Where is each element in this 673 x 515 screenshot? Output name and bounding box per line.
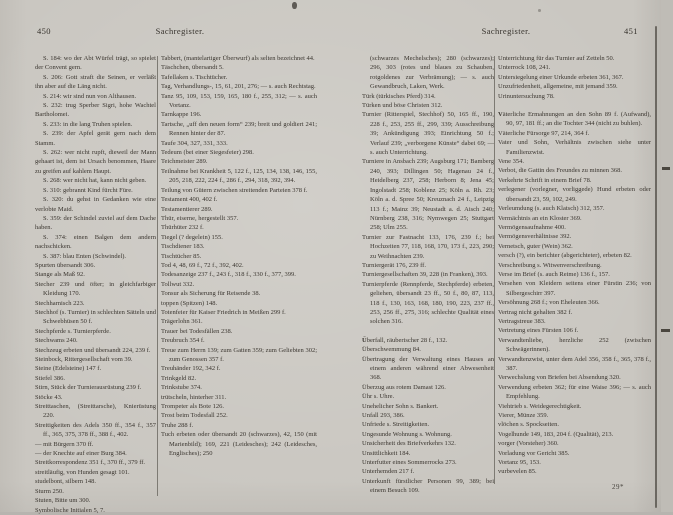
index-entry: Stechharnisch 223. xyxy=(35,299,85,307)
index-entry: Stange als Maß 92. xyxy=(35,271,85,279)
index-entry: Stirn, Stück der Turnierausrüstung 239 f. xyxy=(35,384,142,392)
index-entry: Turniere in Ansbach 239; Augsburg 171; Bamberg 240, 393; Dillingen 50; Hagenau 24 f., Heidelberg 237, 258; Herborn 8; Jena 45; Ingolstadt 258; Koblenz 25; Köln a. Rh. 23; Köln a. d. Spree 50; Kreuznach 24 f., Leipzig 113 f.; Mainz 39; Neustadt a. d. Aisch 240; Nürnberg 238, 316; Nymwegen 25; Stuttgart 258; Ulm 255. xyxy=(362,158,494,232)
running-title-right: Sachregister. xyxy=(481,26,531,36)
index-entry: vorger (Vorsteher) 360. xyxy=(498,440,559,448)
index-entry: Turniergerät 176, 239 ff. xyxy=(362,261,426,269)
index-entry: S. 206: Gott straft die Seinen, er verläßt ihn aber auf die Läng nicht. xyxy=(35,73,156,91)
index-entry: S. 359: der Schindel zuviel auf dem Dache haben. xyxy=(35,214,156,232)
index-entry: Tod 4, 48, 69 f., 72 f., 392, 402. xyxy=(161,261,244,269)
scan-artifact xyxy=(662,167,670,170)
index-entry: Vater und Sohn, Verhältnis zwischen siehe unter Familienzwist. xyxy=(498,139,651,156)
index-entry: versch (?), ein berichter (abgerichteter), erbeten 82. xyxy=(498,252,632,260)
index-entry: Stechwams 240. xyxy=(35,337,78,345)
index-entry: Treubruch 354 f. xyxy=(161,337,205,345)
index-entry: S. 239: der Apfel gerät gern nach dem Stamm. xyxy=(35,130,156,147)
index-entry: Teilung von Gütern zwischen streitenden Parteien 378 f. xyxy=(161,186,308,194)
index-entry: Streittaschen, (Streittarsche), Knierüstung 220. xyxy=(35,403,156,420)
index-entry: Trompeter als Bote 126. xyxy=(161,403,224,411)
index-entry: Verbot, die Gattin des Freundes zu minnen 368. xyxy=(498,167,623,175)
index-entry: Tanz 95, 109, 153, 159, 165, 180 f., 255, 312; — s. auch Vortanz. xyxy=(161,92,317,110)
index-entry: S. 310: gebrannt Kind fürcht Füre. xyxy=(43,186,133,194)
index-entry: Türk (türkisches Pferd) 314. xyxy=(362,92,436,100)
index-entry: Tabbert, (mantelartiger Überwurf) als selten bezeichnet 44. xyxy=(161,55,315,62)
index-entry: Verse im Brief (s. auch Reime) 136 f., 157. xyxy=(498,270,610,278)
index-entry: Vernetsch, guter (Wein) 362. xyxy=(498,242,573,250)
index-entry: Überzug aus rotem Damast 126. xyxy=(362,383,446,391)
scan-artifact xyxy=(538,9,541,12)
index-entry: Streitigkeiten des Adels 350 ff., 354 f., 357 ff., 365, 375, 378 ff., 388 f., 402. xyxy=(35,421,156,439)
index-entry: S. 387: blau Enten (Schwindel). xyxy=(43,252,127,260)
index-entry: Vertrag nicht gehalten 382 f. xyxy=(498,308,573,316)
index-entry: Vertretung eines Fürsten 106 f. xyxy=(498,327,579,335)
index-column-1 xyxy=(35,54,156,514)
index-entry: Taufe 304, 327, 331, 333. xyxy=(161,139,228,147)
index-entry: Verschreibung s. Witwenverschreibung. xyxy=(498,261,602,269)
index-entry: Untersiegelung einer Urkunde erbeten 361, 367. xyxy=(498,73,624,81)
index-entry: Unehelicher Sohn s. Bankert. xyxy=(362,402,439,410)
index-entry: S. 214: wir sind nun von Althausen. xyxy=(43,92,137,100)
index-entry: Vermögensverhältnisse 392. xyxy=(498,233,572,241)
index-entry: Unterfutter eines Sommerrocks 273. xyxy=(362,459,457,467)
index-entry: Streitkorrespondenz 351 f., 370 ff., 379 ff. xyxy=(35,459,146,467)
index-entry: streitläufig, von Hunden gesagt 101. xyxy=(35,468,130,476)
index-entry: Testament 400, 402 f. xyxy=(161,196,218,204)
index-entry: vlöchen s. Spockseiten. xyxy=(498,421,560,429)
index-column-2 xyxy=(161,54,317,506)
index-entry: Tollwut 332. xyxy=(161,280,195,288)
index-entry: Ühr s. Uhre. xyxy=(362,393,395,401)
index-entry: S. 262: wer nicht rupft, dieweil der Mann gehaart ist, dem ist Ursach benommen, Haare zu greifen auf kahlem Haupt. xyxy=(35,149,156,175)
running-title-left: Sachregister. xyxy=(155,26,205,36)
column-divider-left xyxy=(157,56,158,496)
index-entry: Stechpferde s. Turnierpferde. xyxy=(35,327,111,335)
index-entry: Unterkunft fürstlicher Personen 99, 389; bei einem Besuch 109. xyxy=(362,477,494,495)
scan-artifact xyxy=(292,2,297,9)
index-entry: Versöhnung 268 f.; von Eheleuten 366. xyxy=(498,299,600,307)
index-entry: Trinkstube 374. xyxy=(161,384,202,392)
index-entry: Viehtrieb s. Weidegerechtigkeit. xyxy=(498,402,582,410)
index-entry: Ungesunde Wohnung s. Wohnung. xyxy=(362,430,452,438)
index-entry: Tarnkappe 196. xyxy=(161,111,202,119)
index-entry: Tedeum (bei einer Siegesfeier) 298. xyxy=(161,149,254,157)
index-entry: Turnier (Ritterspiel, Stechhof) 50, 165 ff., 190, 228 f., 253, 255 ff., 299, 339; Ausschreibung 39; Ankündigung 393; Einrichtung 50 f.; Verlauf 239; „verborgene Künste“ dabei 69; — s. auch Unterrichtung. xyxy=(362,111,494,157)
index-entry: Thürhüter 232 f. xyxy=(161,224,204,232)
column-divider-right xyxy=(494,56,495,484)
index-entry: Trauer bei Todesfällen 238. xyxy=(161,327,233,335)
index-entry: S. 184: wo der Abt Würfel trägt, so spielet der Convent gern. xyxy=(35,55,156,72)
index-entry: Vortanz 95, 153. xyxy=(498,459,541,467)
index-entry: Unfall 293, 386. xyxy=(362,412,405,420)
index-entry: Überschwemmung 84. xyxy=(362,346,421,354)
index-entry: Tonsur als Sicherung für Reisende 38. xyxy=(161,290,261,298)
index-entry: verlegener (vorlegner, vorliggede) Hund erbeten oder übersandt 23, 59, 102, 249. xyxy=(498,186,651,203)
index-column-3 xyxy=(362,54,494,506)
index-entry: Verwandtenliebe, herzliche 252 (zwischen Schwägerinnen). xyxy=(498,336,651,354)
index-entry: Tartsche, „uff den neuen form“ 239; breit und goldiert 241; Rennen hinter der 87. xyxy=(161,120,317,138)
index-entry: Steinbock, Rittergesellschaft vom 39. xyxy=(35,356,133,363)
book-edge-line xyxy=(655,26,657,508)
book-edge-shade xyxy=(661,0,673,512)
index-entry: Treuhänder 192, 342 f. xyxy=(161,365,221,373)
index-entry: Teichmeister 289. xyxy=(161,158,208,166)
index-entry: Thür, eiserne, hergestellt 357. xyxy=(161,214,239,222)
scan-artifact xyxy=(661,329,670,332)
index-entry: Turnier zur Fastnacht 133, 176, 239 f.; bei Hochzeiten 77, 118, 168, 170, 173 f., 223, 290; zu Weihnachten 239. xyxy=(362,233,494,260)
index-entry: Stuten, Bitte um 300. xyxy=(35,497,91,505)
index-entry: Vierer, Münze 359. xyxy=(498,412,549,420)
index-entry: Turnierpferde (Rennpferde, Stechpferde) erbeten, geliehen, übersandt 23 ff., 50 f., 80, 87, 113, 118 f., 130, 163, 168, 180, 190, 223, 237 ff., 253, 256 ff., 275, 316; schlechte Qualität eines solchen 316. xyxy=(362,280,494,326)
index-entry: Stiefel 386. xyxy=(35,374,65,382)
index-entry: Unterhemden 217 f. xyxy=(362,468,415,476)
index-entry: Väterliche Fürsorge 97, 214, 364 f. xyxy=(498,129,590,137)
index-entry: Urinuntersuchung 78. xyxy=(498,92,555,100)
index-entry: — der Knechte auf einer Burg 384. xyxy=(35,450,127,458)
page-number-left: 450 xyxy=(37,26,51,36)
index-entry: Vermögensaufnahme 400. xyxy=(498,223,566,231)
index-entry: Verkehrte Schrift in einem Brief 78. xyxy=(498,176,592,184)
index-entry: vurbevelen 85. xyxy=(498,468,537,476)
index-column-4 xyxy=(498,54,651,506)
index-entry: S. 268: wer nicht hat, kann nicht geben. xyxy=(43,177,147,185)
index-entry: Unterrichtung für das Turnier auf Zetteln 50. xyxy=(498,55,615,62)
index-entry: Verwandtenzwist, unter dem Adel 356, 358 f., 365, 378 f., 387. xyxy=(498,355,651,372)
index-entry: Vorladung vor Gericht 385. xyxy=(498,449,570,457)
index-entry: Verwendung erbeten 362; für eine Waise 396; — s. auch Empfehlung. xyxy=(498,383,651,401)
index-entry: Teilnahme bei Krankheit 5, 122 f., 125, 134, 138, 146, 155, 205, 218, 222, 224 f., 286 f., 294, 318, 392, 394. xyxy=(161,167,317,185)
index-entry: Überfall, räuberischer 28 f., 132. xyxy=(362,336,448,344)
index-entry: Testamentierer 289. xyxy=(161,205,213,213)
index-entry: S. 232: trug Sperber Sigri, hohe Wachtel Bartholomei. xyxy=(35,102,156,119)
index-entry: Väterliche Ermahnungen an den Sohn 89 f. (Aufwand), 90, 97, 181 ff.; an die Tochter 344 (nicht zu buhlen). xyxy=(498,111,651,128)
index-entry: — mit Bürgern 370 ff. xyxy=(35,440,94,448)
index-entry: Tischtücher 85. xyxy=(161,252,202,260)
index-entry: Vogelhunde 149, 183, 204 f. (Qualität), 213. xyxy=(498,430,614,438)
signature-mark: 29* xyxy=(612,483,624,491)
index-entry: Symbolische Initialen 5, 7. xyxy=(35,506,105,514)
index-entry: Trägerlohn 361. xyxy=(161,318,203,326)
index-entry: Steine (Edelsteine) 147 f. xyxy=(35,365,102,373)
index-entry: Verleumdung (s. auch Klatsch) 312, 357. xyxy=(498,205,605,213)
index-entry: S. 233: in die lang Truhen spielen. xyxy=(43,120,133,128)
index-entry: Stöcke 43. xyxy=(35,393,63,401)
index-entry: Trinkgeld 82. xyxy=(161,374,197,382)
index-entry: Unsittlichkeit 184. xyxy=(362,449,411,457)
index-entry: S. 374: einen Balgen dem andern nachschicken. xyxy=(35,233,156,251)
index-entry: Stechhof (s. Turnier) in schlechten Sätteln und Schwebhüsen 50 f. xyxy=(35,308,156,326)
index-entry: Vertragstreue 383. xyxy=(498,317,546,325)
index-entry: S. 320: du gehst in Gedanken wie eine verlobte Maid. xyxy=(35,196,156,213)
page-number-right: 451 xyxy=(624,26,638,36)
index-entry: Unfriede s. Streitigkeiten. xyxy=(362,421,430,429)
index-entry: trütscheln, hinterher 311. xyxy=(161,393,227,401)
index-entry: Trost beim Todesfall 252. xyxy=(161,412,228,420)
index-entry: studelbont, silbern 148. xyxy=(35,478,97,486)
index-entry: Tag, Verhandlungs-, 15, 61, 201, 276; — s. auch Rechtstag. xyxy=(161,83,316,91)
index-entry: Sturm 250. xyxy=(35,487,64,495)
index-entry: Todesanzeige 237 f., 243 f., 318 f., 330 f., 377, 399. xyxy=(161,271,296,279)
index-entry: Vermächtnis an ein Kloster 369. xyxy=(498,214,582,222)
index-entry: Vene 354. xyxy=(498,158,524,166)
index-entry: Tischdiener 183. xyxy=(161,243,205,251)
index-entry: Stechzeug erbeten und übersandt 224, 239 f. xyxy=(35,346,151,354)
index-entry: Türken und böse Christen 312. xyxy=(362,102,443,110)
index-entry: Tiegel (? degelein) 155. xyxy=(161,233,223,241)
index-entry: Unsicherheit des Briefverkehrs 132. xyxy=(362,440,456,448)
index-entry: Treue zum Herrn 139; zum Gatten 359; zum Geliebten 302; zum Genossen 357 f. xyxy=(161,346,317,363)
index-entry: Übertragung der Verwaltung eines Hauses an einem anderen während einer Abwesenheit 368. xyxy=(362,355,494,382)
index-entry: Unterrock 108, 241. xyxy=(498,64,551,72)
index-entry: Verwechslung von Briefen bei Absendung 320. xyxy=(498,374,621,382)
index-entry: Truhe 288 f. xyxy=(161,421,194,429)
index-entry: Tafellaken s. Tischtücher. xyxy=(161,73,228,81)
index-entry: Totenfeier für Kaiser Friedrich in Meißen 299 f. xyxy=(161,308,286,316)
index-entry: Tuch erbeten oder übersandt 20 (schwarzes), 42, 150 (mit Marienbild); 169, 221 (Leidesches); 242 (Leidesches, Englisches); 250 xyxy=(161,431,317,458)
index-entry: Turniergesellschaften 39, 228 (in Franken), 393. xyxy=(362,271,488,279)
index-entry: Unzufriedenheit, allgemeine, mit jemand 359. xyxy=(498,83,618,91)
index-entry: toppen (Spitzen) 148. xyxy=(161,299,218,307)
index-entry: (schwarzes Mechelsches); 280 (schwarzes); 296, 303 (rotes und blaues zu Schauben, rotgoldenes zur Verbrämung); — s. auch Gewandbruch, Laken, Werk. xyxy=(370,55,494,91)
index-entry: Versehen von Kleidern seitens einer Fürstin 236; von Silbergeschirr 397. xyxy=(498,280,651,297)
index-entry: Stecher 239 und öfter; in gleichfarbiger Kleidung 170. xyxy=(35,280,156,298)
index-entry: Täschchen, übersandt 5. xyxy=(161,64,224,72)
index-entry: Spurten übersandt 306. xyxy=(35,261,96,269)
